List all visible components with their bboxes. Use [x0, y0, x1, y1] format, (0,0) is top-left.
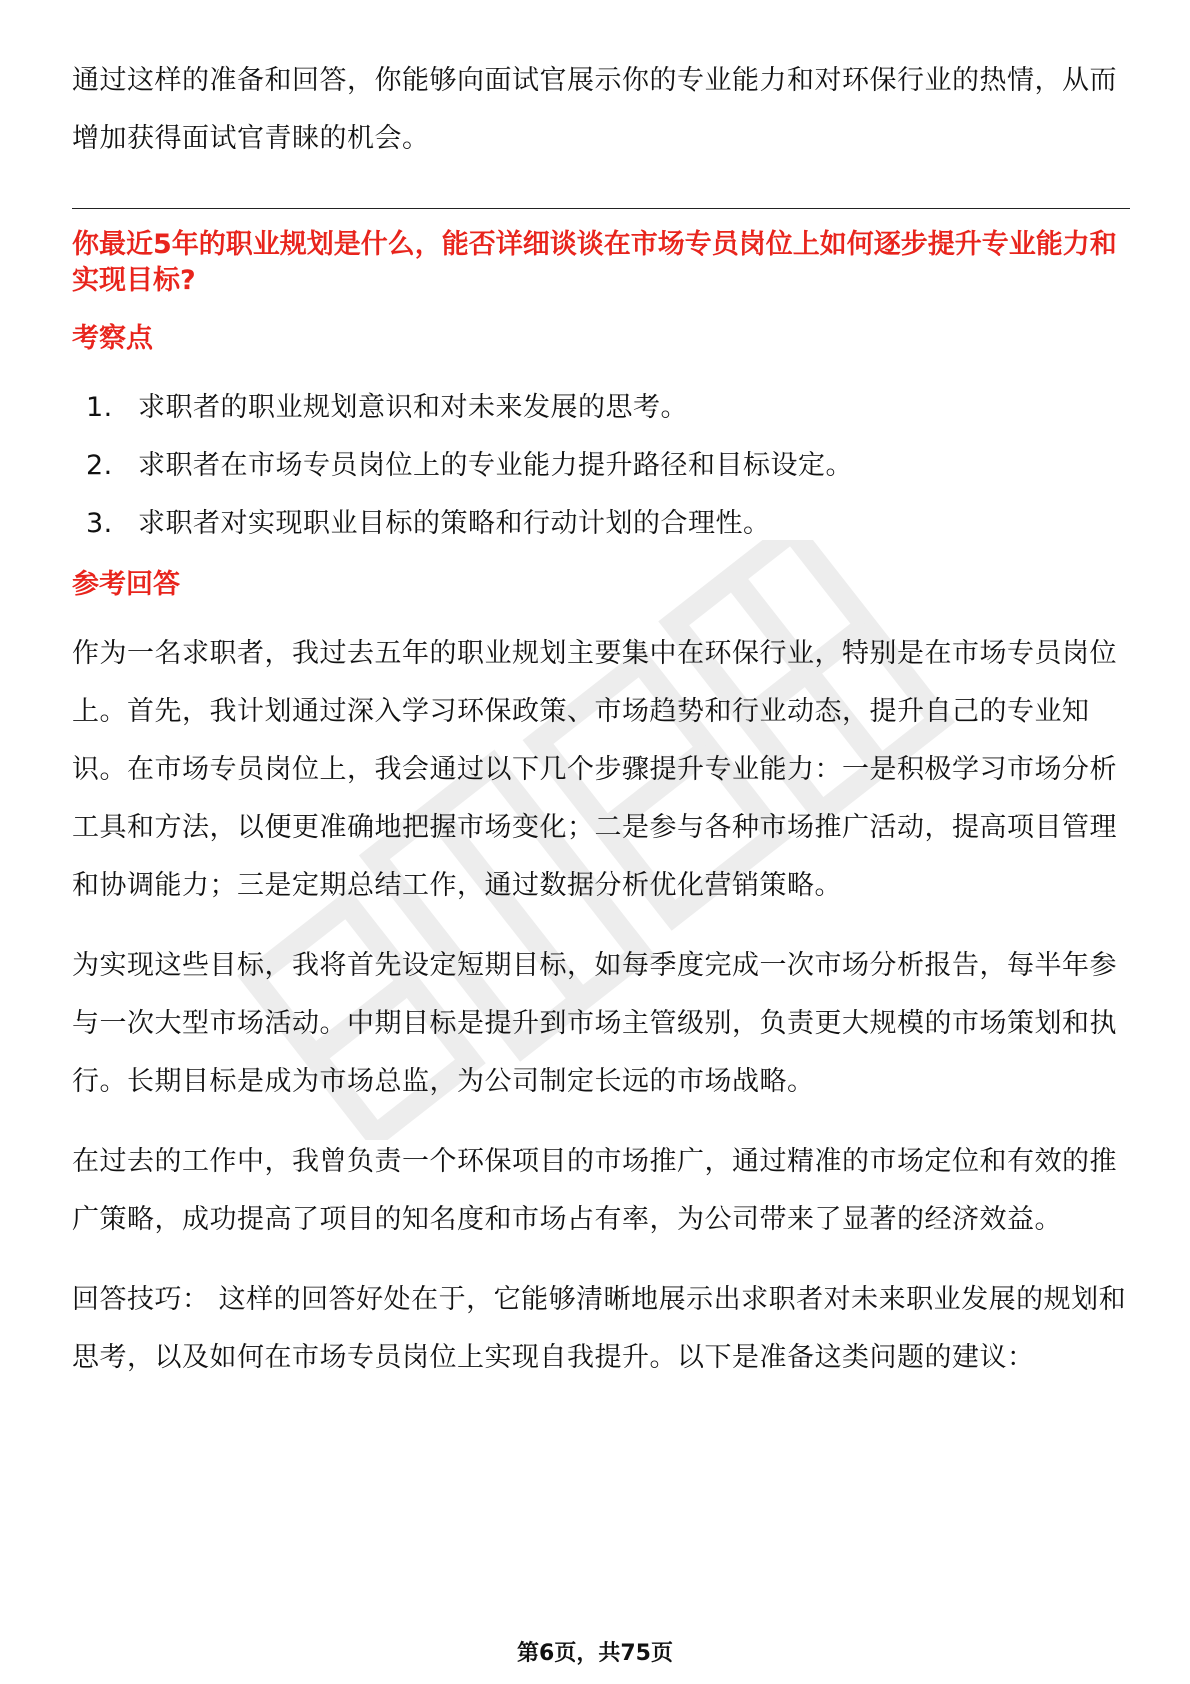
section-divider	[72, 208, 1130, 209]
list-item-text: 求职者在市场专员岗位上的专业能力提升路径和目标设定。	[138, 450, 853, 481]
page-content	[72, 52, 1130, 1409]
reference-heading: 参考回答	[72, 569, 180, 600]
list-item	[72, 495, 1130, 553]
answer-paragraph: 在过去的工作中，我曾负责一个环保项目的市场推广，通过精准的市场定位和有效的推广策略，成功提高了项目的知名度和市场占有率，为公司带来了显著的经济效益。	[72, 1146, 1117, 1235]
list-item-number: 2.	[86, 450, 113, 481]
examination-point-list	[72, 379, 1130, 553]
answer-paragraph: 为实现这些目标，我将首先设定短期目标，如每季度完成一次市场分析报告，每半年参与一次大型市场活动。中期目标是提升到市场主管级别，负责更大规模的市场策划和执行。长期目标是成为市场总监，为公司制定长远的市场战略。	[72, 950, 1117, 1097]
list-item	[72, 437, 1130, 495]
examination-heading: 考察点	[72, 323, 153, 354]
answer-tips-paragraph: 回答技巧： 这样的回答好处在于，它能够清晰地展示出求职者对未来职业发展的规划和思考，以及如何在市场专员岗位上实现自我提升。以下是准备这类问题的建议：	[72, 1284, 1127, 1373]
list-item-number: 1.	[86, 392, 113, 423]
list-item-number: 3.	[86, 508, 113, 539]
question-title: 你最近5年的职业规划是什么，能否详细谈谈在市场专员岗位上如何逐步提升专业能力和实现目标?	[72, 229, 1117, 296]
list-item-text: 求职者对实现职业目标的策略和行动计划的合理性。	[138, 508, 771, 539]
intro-paragraph: 通过这样的准备和回答，你能够向面试官展示你的专业能力和对环保行业的热情，从而增加获得面试官青睐的机会。	[72, 65, 1117, 154]
answer-paragraph: 作为一名求职者，我过去五年的职业规划主要集中在环保行业，特别是在市场专员岗位上。首先，我计划通过深入学习环保政策、市场趋势和行业动态，提升自己的专业知识。在市场专员岗位上，我会通过以下几个步骤提升专业能力：一是积极学习市场分析工具和方法，以便更准确地把握市场变化；二是参与各种市场推广活动，提高项目管理和协调能力；三是定期总结工作，通过数据分析优化营销策略。	[72, 638, 1117, 901]
page-number-footer: 第6页，共75页	[517, 1641, 673, 1666]
list-item-text: 求职者的职业规划意识和对未来发展的思考。	[138, 392, 688, 423]
list-item	[72, 379, 1130, 437]
